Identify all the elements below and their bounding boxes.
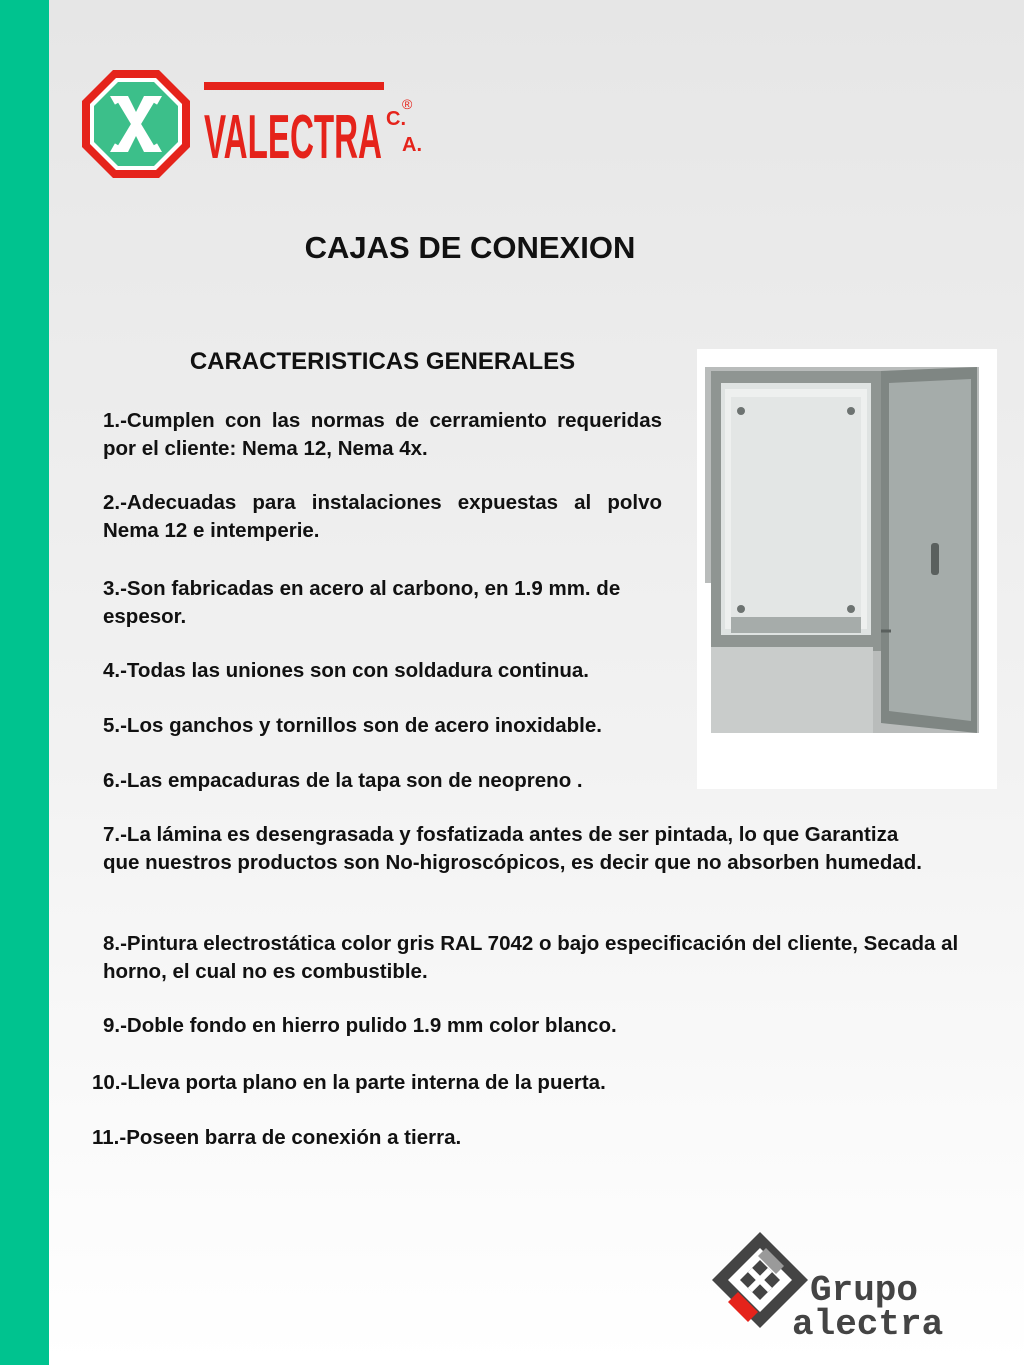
side-accent-bar: [0, 0, 49, 1365]
grupo-valectra-logo: [710, 1230, 1000, 1340]
page-title: CAJAS DE CONEXION: [304, 230, 636, 265]
product-photo-frame: [697, 349, 997, 789]
valectra-emblem-icon: [80, 68, 192, 180]
feature-item-10: 10.-Lleva porta plano en la parte interna de la puerta.: [92, 1071, 606, 1094]
brand-name: [206, 74, 386, 170]
feature-item-3: 3.-Son fabricadas en acero al carbono, en 1.9 mm. de espesor.: [103, 577, 621, 628]
registered-mark: ®: [402, 96, 413, 112]
footer-line-2: alectra: [792, 1304, 944, 1340]
brand-suffix-c: C.: [386, 108, 406, 130]
feature-item-8: 8.-Pintura electrostática color gris RAL 7042 o bajo especificación del cliente, Secada al horno, el cual no es combustible.: [103, 932, 959, 983]
feature-item-2: 2.-Adecuadas para instalaciones expuestas al polvo Nema 12 e intemperie.: [103, 491, 662, 542]
feature-item-4: 4.-Todas las uniones son con soldadura continua.: [103, 659, 589, 682]
footer-line-1: Grupo: [810, 1270, 919, 1311]
feature-item-7: 7.-La lámina es desengrasada y fosfatizada antes de ser pintada, lo que Garantiza que nuestros productos son No-higroscópicos, es decir que no absorben humedad.: [103, 823, 922, 874]
brand-suffix-a: A.: [402, 134, 422, 156]
svg-text:VALECTRA: VALECTRA: [204, 103, 382, 170]
feature-item-5: 5.-Los ganchos y tornillos son de acero inoxidable.: [103, 714, 602, 737]
feature-item-1: 1.-Cumplen con las normas de cerramiento requeridas por el cliente: Nema 12, Nema 4x.: [103, 409, 662, 460]
feature-item-11: 11.-Poseen barra de conexión a tierra.: [92, 1126, 462, 1149]
valectra-logo: [80, 68, 440, 180]
feature-item-6: 6.-Las empacaduras de la tapa son de neopreno .: [103, 769, 583, 792]
section-subtitle: CARACTERISTICAS GENERALES: [189, 348, 576, 375]
enclosure-photo: [705, 363, 981, 737]
feature-item-9: 9.-Doble fondo en hierro pulido 1.9 mm color blanco.: [103, 1014, 617, 1037]
